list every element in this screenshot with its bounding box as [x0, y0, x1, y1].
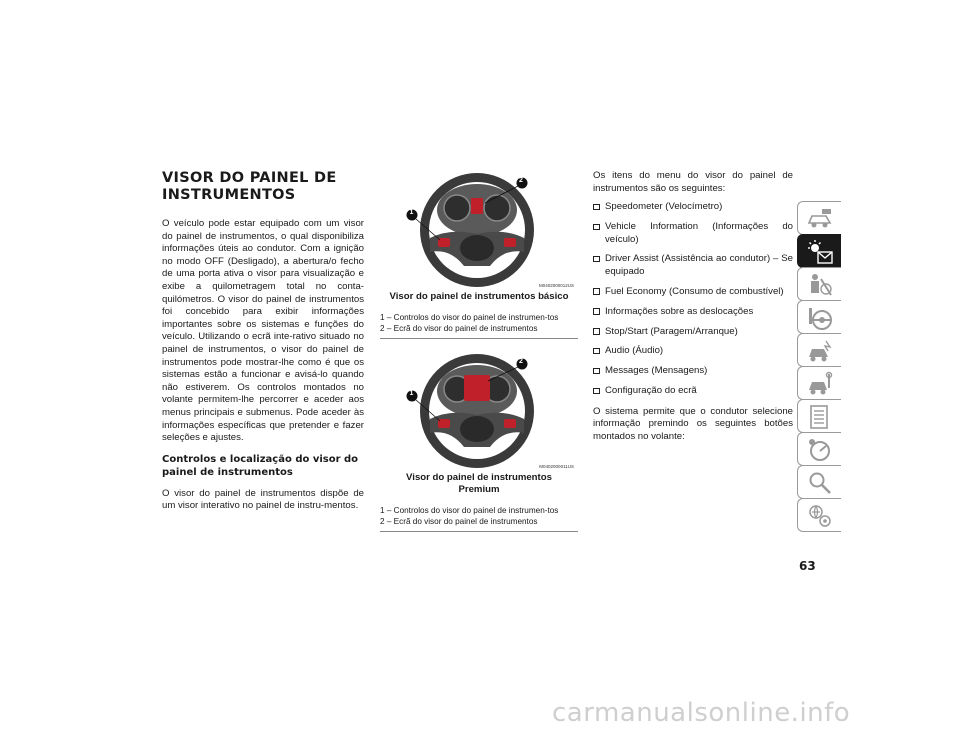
language-settings-icon — [806, 502, 834, 530]
menu-item-label: Fuel Economy (Consumo de combustível) — [605, 285, 784, 297]
intro-paragraph: O veículo pode estar equipado com um visor do painel de instrumentos, o qual disponibiliza informações úteis ao condutor. Com a ignição no modo OFF (Desligado), a abertura/o fecho de uma porta ativa o visor para visualização e exibe a quilometragem total no conta-quilómetros. O visor do painel de instrumentos foi concebido para exibir informações importantes sobre os sistemas e funções do veículo. Utilizando o ecrã inte-rativo situado no painel de instrumentos, o visor do painel de instrumentos pode mostrar-lhe como é que os sistemas estão a funcionar e avisá-lo quando não estiverem. Os controlos montados no volante permitem-lhe percorrer e aceder aos menus principais e submenus. Pode aceder às informações específicas que pretender e fazer seleções e ajustes. — [162, 218, 364, 444]
figure-premium-cluster — [380, 351, 578, 532]
callout-1-label: 1 — [409, 390, 414, 397]
section-title: VISOR DO PAINEL DE INSTRUMENTOS — [162, 170, 337, 203]
sidebar-tab-technical-specs[interactable] — [797, 399, 841, 433]
sidebar-tab-index[interactable] — [797, 465, 841, 499]
menu-item-label: Informações sobre as deslocações — [605, 305, 754, 317]
figure-legend-2: 2 – Ecrã do visor do painel de instrumentos — [380, 324, 538, 333]
sidebar-tab-instrument-cluster[interactable] — [797, 234, 841, 268]
figure-legend-1: 1 – Controlos do visor do painel de instrumen-tos — [380, 506, 559, 515]
sidebar-tab-servicing[interactable] — [797, 366, 841, 400]
menu-item-label: Configuração do ecrã — [605, 385, 697, 397]
page-number: 63 — [799, 559, 816, 573]
list-item — [593, 365, 793, 377]
subsection-paragraph: O visor do painel de instrumentos dispõe de um visor interativo no painel de instru-mentos. — [162, 487, 364, 512]
steering-wheel-image-premium — [380, 351, 578, 469]
checkbox-bullet-icon — [593, 288, 600, 295]
checklist-icon — [806, 403, 834, 431]
list-item — [593, 221, 793, 246]
menu-items-list — [593, 201, 793, 397]
list-item — [593, 201, 793, 213]
chapter-sidebar — [797, 202, 841, 532]
car-service-icon — [806, 370, 834, 398]
figure-legend-1: 1 – Controlos do visor do painel de instrumen-tos — [380, 313, 559, 322]
list-item — [593, 306, 793, 318]
menu-item-label: Vehicle Information (Informações do veículo) — [605, 221, 793, 245]
figure-caption: Visor do painel de instrumentos Premium — [406, 472, 552, 495]
checkbox-bullet-icon — [593, 204, 600, 211]
menu-item-label: Speedometer (Velocímetro) — [605, 201, 723, 213]
figure-divider — [380, 531, 578, 532]
steering-wheel-icon — [806, 304, 834, 332]
checkbox-bullet-icon — [593, 328, 600, 335]
gauge-icon — [806, 436, 834, 464]
menu-intro: Os itens do menu do visor do painel de instrumentos são os seguintes: — [593, 170, 793, 194]
sidebar-tab-safety[interactable] — [797, 267, 841, 301]
list-item — [593, 345, 793, 357]
sidebar-tab-customer-assistance[interactable] — [797, 498, 841, 532]
menu-item-label: Driver Assist (Assistência ao condutor) – Se equipado — [605, 253, 793, 277]
right-column — [593, 170, 793, 443]
list-item — [593, 326, 793, 338]
left-column — [162, 170, 364, 513]
closing-paragraph: O sistema permite que o condutor selecione informação premindo os seguintes botões montados no volante: — [593, 405, 793, 442]
figure-divider — [380, 338, 578, 339]
menu-item-label: Stop/Start (Paragem/Arranque) — [605, 325, 738, 337]
menu-item-label: Messages (Mensagens) — [605, 365, 708, 377]
car-crash-icon — [806, 337, 834, 365]
figure-code: M0402000012US — [538, 283, 574, 288]
checkbox-bullet-icon — [593, 368, 600, 375]
figures-column — [380, 170, 578, 532]
checkbox-bullet-icon — [593, 308, 600, 315]
seatbelt-airbag-icon — [806, 271, 834, 299]
menu-item-label: Audio (Áudio) — [605, 345, 664, 357]
warning-lights-icon — [806, 238, 834, 266]
sidebar-tab-starting-operating[interactable] — [797, 300, 841, 334]
sidebar-tab-getting-to-know-vehicle[interactable] — [797, 201, 841, 235]
figure-basic-cluster — [380, 170, 578, 339]
list-item — [593, 286, 793, 298]
callout-2-label: 2 — [519, 177, 523, 184]
sidebar-tab-multimedia[interactable] — [797, 432, 841, 466]
figure-legend-2: 2 – Ecrã do visor do painel de instrumentos — [380, 517, 538, 526]
figure-code: M0402000011US — [539, 464, 574, 469]
watermark[interactable]: carmanualsonline.info — [552, 698, 851, 728]
checkbox-bullet-icon — [593, 256, 600, 263]
sidebar-tab-emergency[interactable] — [797, 333, 841, 367]
magnifier-index-icon — [806, 469, 834, 497]
steering-wheel-image-basic — [380, 170, 578, 288]
subsection-title: Controlos e localização do visor do painel de instrumentos — [162, 453, 359, 478]
checkbox-bullet-icon — [593, 388, 600, 395]
figure-caption: Visor do painel de instrumentos básico — [389, 291, 569, 302]
list-item — [593, 385, 793, 397]
checkbox-bullet-icon — [593, 224, 600, 231]
callout-2-label: 2 — [519, 358, 523, 365]
checkbox-bullet-icon — [593, 348, 600, 355]
car-dashboard-icon — [806, 205, 834, 233]
callout-1-label: 1 — [409, 209, 414, 216]
list-item — [593, 253, 793, 278]
